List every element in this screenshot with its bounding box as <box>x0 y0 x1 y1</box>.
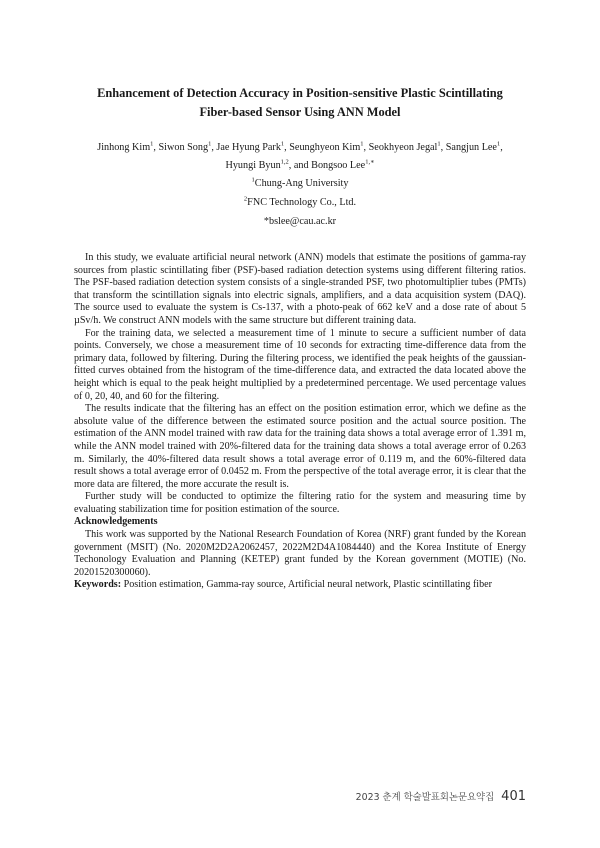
acknowledgements-heading: Acknowledgements <box>74 516 158 528</box>
author-line-2: Hyungi Byun$^{1,2}$, and Bongsoo Lee$^{1,∗}$ <box>225 158 375 171</box>
paragraph: For the training data, we selected a measurement time of 1 minute to secure a sufficient number of data points. Conversely, we chose a measurement time of 10 seconds for extracting time-difference data from the primary data, followed by filtering. During the filtering process, we identified the peak heights of the gaussian-fitted curves obtained from the histogram of the time-difference data, and extracted the data located above the height which is equal to the peak height multiplied by a predetermined percentage. We used percentage values of 0, 20, 40, and 60 for the filtering. <box>74 327 526 402</box>
author-name: Hyungi Byun <box>225 160 281 171</box>
abstract-body <box>74 252 526 592</box>
keywords <box>74 579 526 592</box>
acknowledgements-text: This work was supported by the National Research Foundation of Korea (NRF) grant funded by the Korean government (MSIT) (No. 2020M2D2A2062457, 2022M2D4A1084440) and the Korea Institute of Energy Techonology Evaluation and Planning (KETEP) grant funded by the Korean government (MOTIE) (No. 20201520300060). <box>74 529 526 578</box>
page-number: 401 <box>501 789 526 804</box>
author-list <box>80 139 520 175</box>
author-name: Bongsoo Lee <box>311 160 366 171</box>
author-name: Jae Hyung Park <box>216 142 281 153</box>
author-name: Seokhyeon Jegal <box>368 142 438 153</box>
author-affil-mark: 1 <box>150 140 154 148</box>
paragraph: Further study will be conducted to optimize the filtering ratio for the system and measuring time by evaluating stabilization time for position estimation of the source. <box>74 491 526 515</box>
paragraph: In this study, we evaluate artificial neural network (ANN) models that estimate the positions of gamma-ray sources from plastic scintillating fiber (PSF)-based radiation detection systems using different filtering ratios. The PSF-based radiation detection system consists of a single-stranded PSF, two photomultiplier tubes (PMTs) that transform the scintillation signals into electric signals, amplifiers, and a data acquisition system (DAQ). The source used to evaluate the system is Cs-137, with a photo-peak of 662 keV and a dose rate of about 5 µSv/h. We construct ANN models with the same structure but different training data. <box>74 252 526 326</box>
title-line-2: Fiber-based Sensor Using ANN Model <box>199 105 401 119</box>
affiliation-text: Chung-Ang University <box>254 178 349 189</box>
affiliation-mark: 2 <box>243 195 248 203</box>
author-affil-mark: 1 <box>437 140 441 148</box>
affiliation-2 <box>100 196 500 210</box>
paragraph: The results indicate that the filtering has an effect on the position estimation error, which we define as the absolute value of the difference between the estimated source position and the actual source position. The estimation of the ANN model trained with raw data for the training data shows a total average error of 1.391 m, while the ANN model trained with 20%-filtered data for the training data shows a total average error of 0.263 m. Similarly, the 40%-filtered data result shows a total average error of 0.119 m, and the 60%-filtered data result shows a total average error of 0.0452 m. From the perspective of the total average error, it is clear that the more data are filtered, the more accurate the result is. <box>74 403 526 490</box>
author-name: Siwon Song <box>158 142 209 153</box>
proceedings-title: 2023 춘계 학술발표회논문요약집 <box>355 792 495 803</box>
paper-title <box>60 84 540 122</box>
author-name: Jinhong Kim <box>97 142 151 153</box>
author-name: Sangjun Lee <box>445 142 497 153</box>
corresponding-email: *bslee@cau.ac.kr <box>263 216 337 227</box>
author-name: Seunghyeon Kim <box>289 142 361 153</box>
author-affil-mark: 1 <box>208 140 212 148</box>
affiliation-1 <box>100 177 500 191</box>
author-affil-mark: 1 <box>280 140 285 148</box>
affiliation-text: FNC Technology Co., Ltd. <box>247 197 357 208</box>
page-footer <box>356 789 526 804</box>
author-affil-mark: 1,∗ <box>365 158 375 166</box>
author-affil-mark: 1 <box>496 140 501 148</box>
title-line-1: Enhancement of Detection Accuracy in Position-sensitive Plastic Scintillating <box>97 86 503 100</box>
keywords-text: Position estimation, Gamma-ray source, Artificial neural network, Plastic scintillating fiber <box>123 579 492 591</box>
affiliation-mark: 1 <box>251 176 255 184</box>
author-affil-mark: 1,2 <box>280 158 289 166</box>
author-line-1: Jinhong Kim$^1$, Siwon Song$^1$, Jae Hyung Park$^1$, Seunghyeon Kim$^1$, Seokhyeon Jegal$^1$, Sangjun Lee$^1$, <box>97 140 503 153</box>
keywords-label: Keywords: <box>74 579 122 591</box>
author-affil-mark: 1 <box>360 140 364 148</box>
